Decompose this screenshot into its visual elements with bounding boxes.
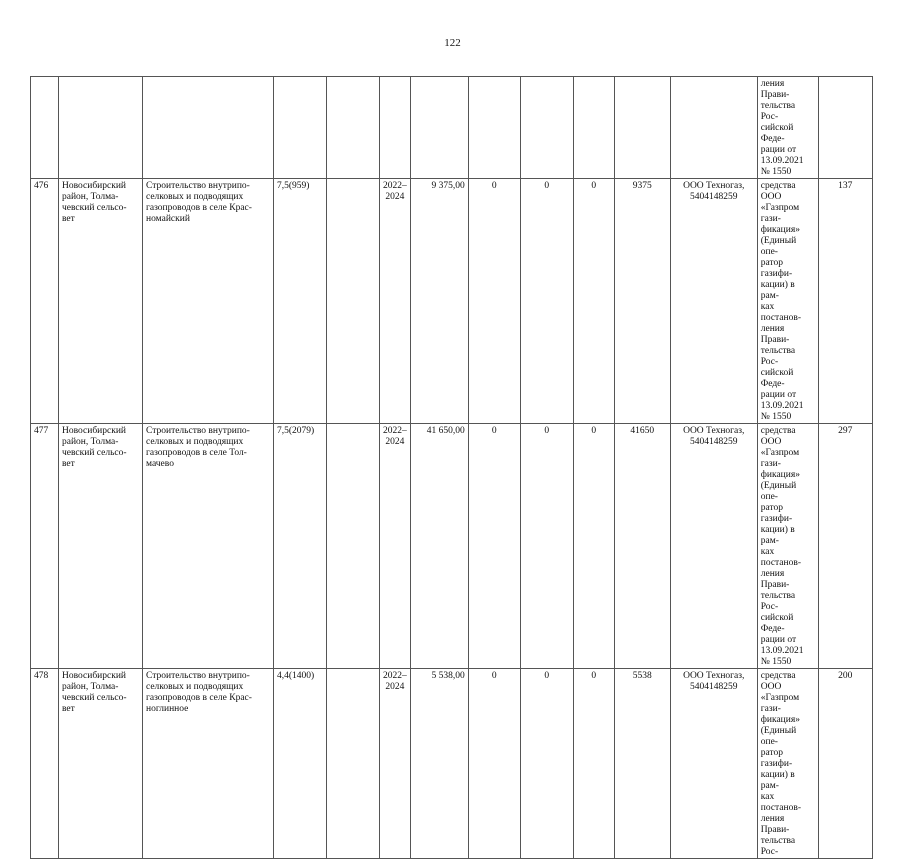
- cell-v3: 0: [573, 669, 614, 859]
- cell-col5: [327, 179, 380, 424]
- cell-col5: [327, 424, 380, 669]
- cell-contractor: ООО Техногаз, 5404148259: [670, 669, 757, 859]
- cell-district: Новосибирский район, Толма- чевский сельсо- вет: [59, 424, 143, 669]
- cell-contractor: [670, 77, 757, 179]
- cell-v4: 9375: [614, 179, 670, 424]
- cell-source: ления Прави- тельства Рос- сийской Феде- рации от 13.09.2021 № 1550: [757, 77, 818, 179]
- cell-contractor: ООО Техногаз, 5404148259: [670, 179, 757, 424]
- cell-v3: 0: [573, 179, 614, 424]
- cell-period: 2022– 2024: [380, 179, 411, 424]
- cell-v3: 0: [573, 424, 614, 669]
- cell-v4: 5538: [614, 669, 670, 859]
- cell-num: 476: [31, 179, 59, 424]
- cell-length: 7,5(959): [274, 179, 327, 424]
- cell-object: [143, 77, 274, 179]
- cell-length: 4,4(1400): [274, 669, 327, 859]
- cell-total: [410, 77, 468, 179]
- cell-v2: [520, 77, 573, 179]
- cell-col5: [327, 669, 380, 859]
- cell-object: Строительство внутрипо- селковых и подводящих газопроводов в селе Крас- ноглинное: [143, 669, 274, 859]
- cell-num: 478: [31, 669, 59, 859]
- cell-period: [380, 77, 411, 179]
- cell-v4: 41650: [614, 424, 670, 669]
- cell-source: средства ООО «Газпром гази- фикация» (Единый опе- ратор газифи- кации) в рам- ках постанов- ления Прави- тельства Рос- сийской Феде- рации от 13.09.2021 № 1550: [757, 424, 818, 669]
- cell-total: 41 650,00: [410, 424, 468, 669]
- cell-total: 5 538,00: [410, 669, 468, 859]
- cell-contractor: ООО Техногаз, 5404148259: [670, 424, 757, 669]
- cell-v1: 0: [468, 669, 520, 859]
- cell-district: Новосибирский район, Толма- чевский сельсо- вет: [59, 669, 143, 859]
- table-row: [31, 424, 873, 669]
- cell-count: 137: [818, 179, 872, 424]
- cell-period: 2022– 2024: [380, 669, 411, 859]
- cell-v2: 0: [520, 179, 573, 424]
- table-row-continuation: [31, 77, 873, 179]
- cell-length: 7,5(2079): [274, 424, 327, 669]
- cell-num: 477: [31, 424, 59, 669]
- cell-total: 9 375,00: [410, 179, 468, 424]
- cell-count: 297: [818, 424, 872, 669]
- cell-v3: [573, 77, 614, 179]
- cell-length: [274, 77, 327, 179]
- cell-v1: 0: [468, 424, 520, 669]
- cell-object: Строительство внутрипо- селковых и подводящих газопроводов в селе Тол- мачево: [143, 424, 274, 669]
- table-row: [31, 179, 873, 424]
- cell-district: Новосибирский район, Толма- чевский сельсо- вет: [59, 179, 143, 424]
- cell-object: Строительство внутрипо- селковых и подводящих газопроводов в селе Крас- номайский: [143, 179, 274, 424]
- cell-count: [818, 77, 872, 179]
- cell-source: средства ООО «Газпром гази- фикация» (Единый опе- ратор газифи- кации) в рам- ках постанов- ления Прави- тельства Рос- сийской Феде- рации от 13.09.2021 № 1550: [757, 179, 818, 424]
- cell-district: [59, 77, 143, 179]
- cell-num: [31, 77, 59, 179]
- investment-table: [30, 76, 873, 859]
- cell-col5: [327, 77, 380, 179]
- table-row: [31, 669, 873, 859]
- page-number: 122: [444, 37, 461, 49]
- cell-source: средства ООО «Газпром гази- фикация» (Единый опе- ратор газифи- кации) в рам- ках постанов- ления Прави- тельства Рос-: [757, 669, 818, 859]
- cell-v2: 0: [520, 424, 573, 669]
- cell-v1: [468, 77, 520, 179]
- cell-period: 2022– 2024: [380, 424, 411, 669]
- cell-v4: [614, 77, 670, 179]
- cell-v2: 0: [520, 669, 573, 859]
- cell-count: 200: [818, 669, 872, 859]
- cell-v1: 0: [468, 179, 520, 424]
